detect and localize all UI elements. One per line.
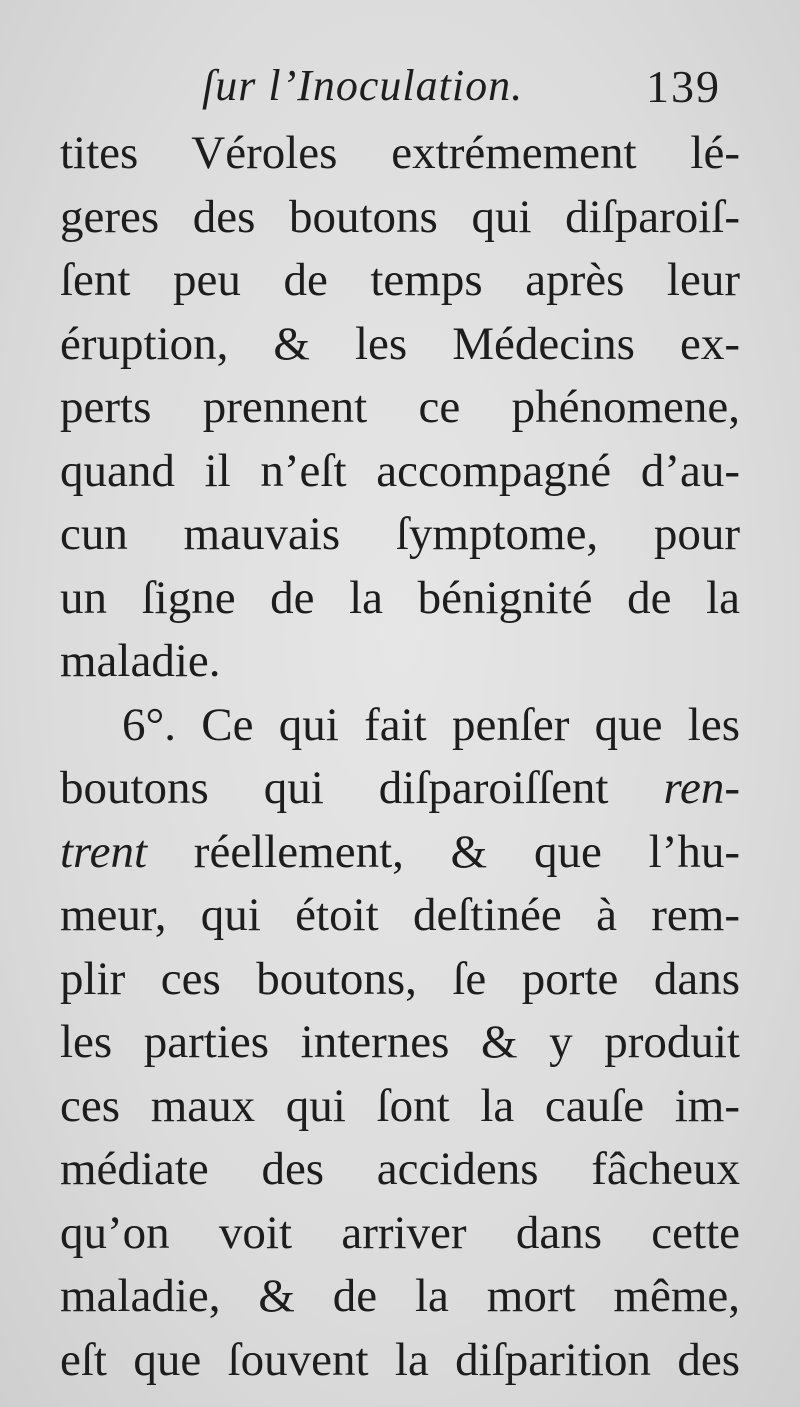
text-line: ces maux qui ſont la cauſe im-	[60, 1079, 740, 1132]
body-text	[60, 122, 740, 1392]
italic-word: ren-	[663, 762, 740, 814]
text-line: plir ces boutons, ſe porte dans	[60, 952, 740, 1005]
page-number: 139	[646, 61, 721, 112]
text-line: un ſigne de la bénignité de la	[60, 571, 740, 624]
text-line: médiate des accidens fâcheux	[60, 1143, 740, 1195]
running-head	[0, 60, 800, 120]
text-line: perts prennent ce phénomene,	[60, 381, 740, 433]
text-line: tites Véroles extrémement lé-	[60, 127, 740, 179]
running-title: ſur l’Inoculation.	[202, 61, 524, 110]
text-line: geres des boutons qui diſparoiſ-	[60, 190, 740, 243]
text-line-mixed	[60, 821, 740, 885]
text-line: meur, qui étoit deſtinée à rem-	[60, 889, 740, 941]
text-line: quand il n’eſt accompagné d’au-	[60, 444, 740, 497]
text-line: éruption, & les Médecins ex-	[60, 317, 740, 370]
text-fragment: réellement, & que l’hu-	[147, 825, 740, 878]
text-line: ſent peu de temps après leur	[60, 254, 740, 306]
text-line: maladie.	[60, 635, 221, 687]
text-line: cun mauvais ſymptome, pour	[60, 508, 740, 560]
text-line-mixed	[60, 757, 740, 821]
text-line: eſt que ſouvent la diſparition des	[60, 1333, 740, 1386]
italic-word: trent	[60, 825, 148, 878]
text-line: maladie, & de la mort même,	[60, 1270, 740, 1322]
text-line: 6°. Ce qui fait penſer que les	[122, 698, 740, 751]
text-fragment: boutons qui diſparoiſſent	[60, 762, 664, 814]
text-line: qu’on voit arriver dans cette	[60, 1206, 740, 1259]
text-line: les parties internes & y produit	[60, 1016, 740, 1068]
